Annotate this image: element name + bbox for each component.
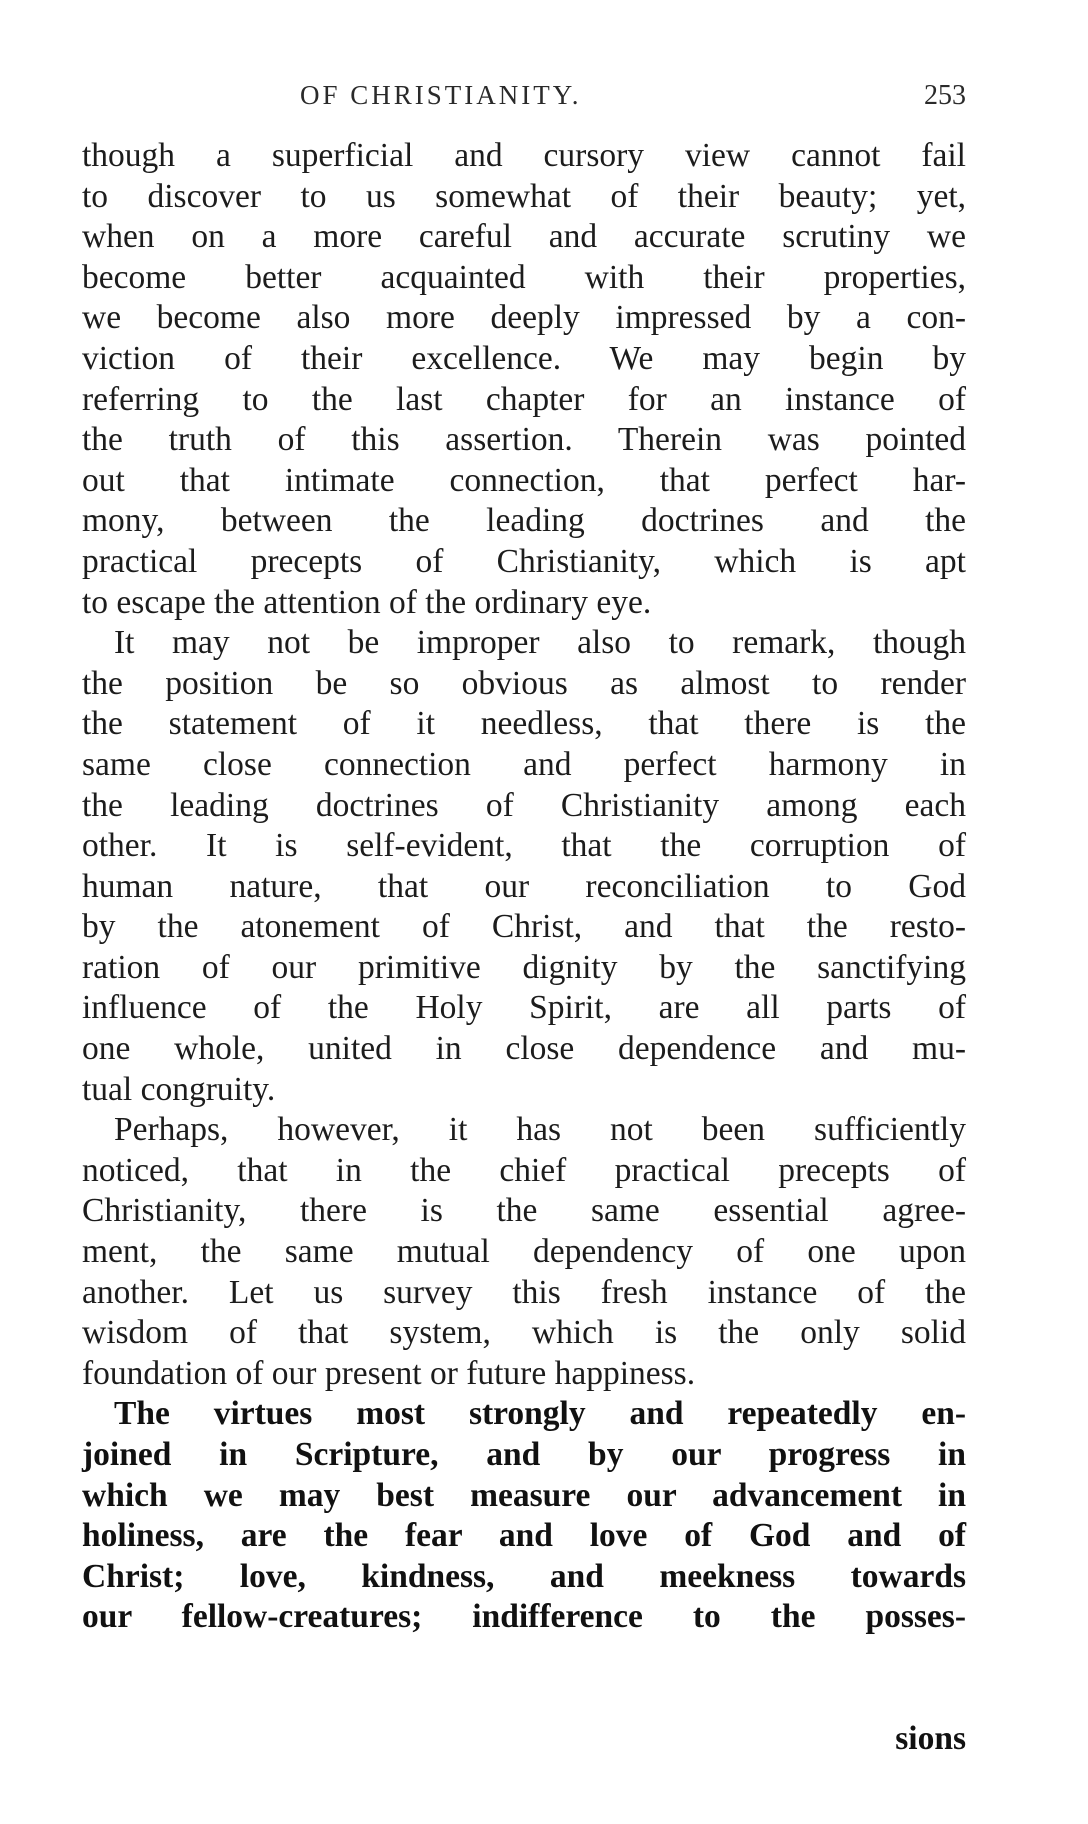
body-text	[82, 136, 966, 1638]
text-line: The virtues most strongly and repeatedly en-	[114, 1395, 966, 1433]
text-line: mony, between the leading doctrines and the	[82, 502, 966, 540]
text-line: which we may best measure our advancement in	[82, 1476, 966, 1514]
text-line: other. It is self-evident, that the corruption of	[82, 827, 966, 865]
text-line: human nature, that our reconciliation to God	[82, 867, 966, 905]
page-number: 253	[924, 80, 966, 111]
text-line: foundation of our present or future happiness.	[82, 1354, 696, 1392]
text-line: Christ; love, kindness, and meekness towards	[82, 1557, 966, 1595]
text-line: though a superficial and cursory view cannot fail	[82, 137, 966, 174]
text-line: the leading doctrines of Christianity among each	[82, 786, 966, 824]
text-line: our fellow-creatures; indifference to the posses-	[82, 1598, 966, 1636]
text-line: same close connection and perfect harmony in	[82, 745, 966, 783]
text-line: viction of their excellence. We may begin by	[82, 339, 966, 377]
text-line: Christianity, there is the same essential agree-	[82, 1192, 966, 1230]
text-line: practical precepts of Christianity, which is apt	[82, 542, 966, 580]
page-header	[86, 80, 966, 120]
text-line: noticed, that in the chief practical precepts of	[82, 1151, 966, 1189]
text-line: ration of our primitive dignity by the sanctifying	[82, 948, 966, 986]
paragraph-3	[82, 1110, 966, 1394]
text-line: out that intimate connection, that perfect har-	[82, 461, 966, 499]
text-line: influence of the Holy Spirit, are all parts of	[82, 989, 966, 1027]
paragraph-1	[82, 136, 966, 623]
text-line: by the atonement of Christ, and that the resto-	[82, 908, 966, 946]
text-line: referring to the last chapter for an instance of	[82, 380, 966, 418]
text-line: wisdom of that system, which is the only solid	[82, 1314, 966, 1352]
text-line: one whole, united in close dependence and mu-	[82, 1030, 966, 1068]
paragraph-2	[82, 623, 966, 1110]
text-line: tual congruity.	[82, 1070, 276, 1108]
text-line: Perhaps, however, it has not been sufficiently	[114, 1111, 966, 1149]
text-line: the truth of this assertion. Therein was pointed	[82, 421, 966, 459]
text-line: ment, the same mutual dependency of one upon	[82, 1233, 966, 1271]
text-line: joined in Scripture, and by our progress in	[82, 1436, 966, 1473]
text-line: to escape the attention of the ordinary eye.	[82, 583, 652, 621]
text-line: to discover to us somewhat of their beauty; yet,	[82, 177, 966, 215]
paragraph-4	[82, 1394, 966, 1638]
text-line: It may not be improper also to remark, though	[114, 624, 966, 662]
text-line: holiness, are the fear and love of God and of	[82, 1517, 966, 1555]
text-line: we become also more deeply impressed by a con-	[82, 299, 966, 337]
text-line: become better acquainted with their properties,	[82, 258, 966, 296]
catchword: sions	[895, 1720, 966, 1757]
text-line: another. Let us survey this fresh instance of the	[82, 1273, 966, 1311]
catchword-row	[82, 1720, 966, 1824]
running-head: OF CHRISTIANITY.	[300, 80, 582, 110]
text-line: the position be so obvious as almost to render	[82, 664, 966, 702]
text-line: when on a more careful and accurate scrutiny we	[82, 218, 966, 256]
text-line: the statement of it needless, that there is the	[82, 705, 966, 743]
